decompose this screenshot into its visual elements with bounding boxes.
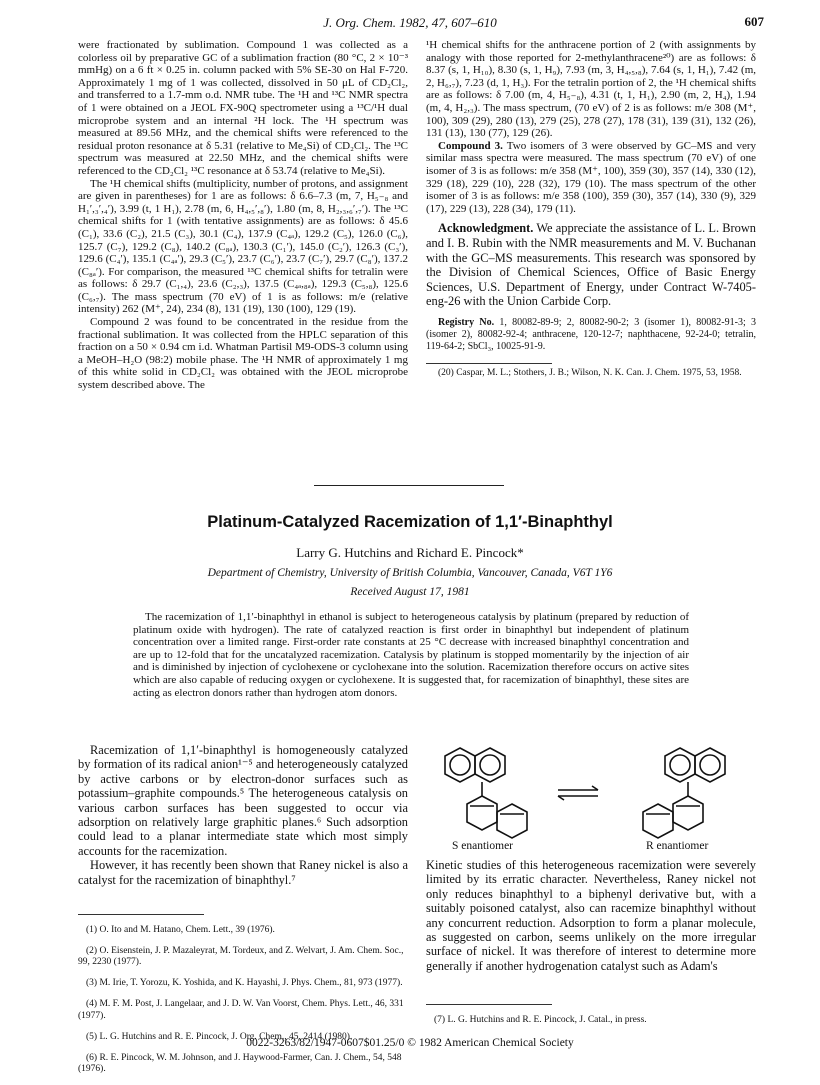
paragraph-text: We appreciate the assistance of L. L. Brown and I. B. Rubin with the NMR measurements and M. V. Buchanan with the GC–MS measurements. This research was sponsored by the Division of Chemical Sciences, Office of Basic Energy Sciences, U.S. Department of Energy, under Contract W-7405-eng-26 with the Union Carbide Corp.	[426, 221, 756, 309]
running-header: J. Org. Chem. 1982, 47, 607–610	[323, 15, 497, 30]
paragraph-text: 1, 80082-89-9; 2, 80082-90-2; 3 (isomer 1), 80082-91-3; 3 (isomer 2), 80082-92-4; anthracene, 120-12-7; naphthacene, 92-24-0; tetralin, 119-64-2; SbCl₃, 10025-91-9.	[426, 316, 756, 352]
right-column-bottom	[426, 858, 756, 973]
paragraph: Kinetic studies of this heterogeneous racemization were severely limited by its erratic character. Nevertheless, Raney nickel not only reduces binaphthyl to a biphenyl derivative but, with a suitably poisoned catalyst, also can racemize binaphthyl without any concurrent reduction. Adsorption to form a planar molecule, as suggested on carbon, seems unlikely on the more irregular surface of nickel. It was therefore of interest to determine more generally if another hydrogenation catalyst such as Adam's	[426, 858, 756, 973]
binaphthyl-structure-figure	[430, 738, 750, 848]
r-enantiomer-label: R enantiomer	[646, 840, 709, 852]
s-enantiomer-label: S enantiomer	[452, 840, 513, 852]
footnote: (6) R. E. Pincock, W. M. Johnson, and J. Haywood-Farmer, Can. J. Chem., 54, 548 (1976).	[78, 1052, 402, 1074]
page-number: 607	[744, 14, 764, 29]
footnote-rule	[426, 1004, 552, 1005]
run-in-heading: Compound 3.	[438, 139, 503, 152]
paragraph-text: Two isomers of 3 were observed by GC–MS and very similar mass spectra were measured. The mass spectrum (70 eV) of one isomer of 3 is as follows: m/e 358 (M⁺, 100), 359 (30), 357 (14), 330 (12), 329 (18), 229 (10), 228 (32), 179 (10). The mass spectrum of the other isomer of 3 is as follows: m/e 358 (100), 359 (30), 357 (14), 330 (9), 329 (17), 229 (13), 228 (34), 179 (11).	[426, 139, 757, 215]
footnotes-right	[426, 1004, 756, 1036]
footnotes-left	[78, 914, 408, 1085]
article-authors: Larry G. Hutchins and Richard E. Pincock*	[296, 545, 524, 560]
received-date: Received August 17, 1981	[350, 586, 470, 598]
paragraph	[426, 140, 756, 216]
footnote-rule	[426, 363, 552, 364]
left-column-bottom	[78, 743, 408, 887]
registry-numbers	[426, 317, 756, 353]
s-lower-naphthalene	[467, 796, 527, 838]
article-separator	[314, 485, 504, 486]
paragraph: However, it has recently been shown that Raney nickel is also a catalyst for the racemization of binaphthyl.⁷	[78, 858, 408, 887]
equilibrium-arrows	[558, 786, 598, 800]
abstract: The racemization of 1,1′-binaphthyl in ethanol is subject to heterogeneous catalysis by platinum (prepared by reduction of platinum oxide with hydrogen). The rate of catalyzed reaction is first order in binaphthyl but independent of platinum concentration over a limited range. First-order rate constants at 25 °C decrease with increased binaphthyl concentration and are up to 12-fold that for the uncatalyzed racemization. Catalysis by platinum is stopped momentarily by the injection of air and is diminished by injection of cyclohexene or cyclohexane into the solution. Racemization therefore occurs on active sites which are also capable of reducing oxygen or cyclohexene. It is suggested that, for racemization of binaphthyl, these sites are acting as electron donors rather than hydrogen atom donors.	[133, 611, 689, 699]
acknowledgment	[426, 221, 756, 309]
footnote: (20) Caspar, M. L.; Stothers, J. B.; Wilson, N. K. Can. J. Chem. 1975, 53, 1958.	[438, 367, 742, 378]
footnote: (7) L. G. Hutchins and R. E. Pincock, J. Catal., in press.	[434, 1014, 647, 1025]
r-upper-naphthalene	[665, 748, 725, 782]
paragraph: ¹H chemical shifts for the anthracene portion of 2 (with assignments by analogy with those reported for 2-methylanthracene²⁰) are as follows: δ 8.37 (s, 1, H₁₀), 8.30 (s, 1, H₉), 7.93 (m, 3, H₄,₅,₈), 7.64 (s, 1, H₁), 7.42 (m, 2, H₆,₇), 7.23 (d, 1, H₃). For the tetralin portion of 2, the ¹H chemical shifts are as follows: δ 7.00 (m, 4, H₅₋₈), 4.31 (t, 1, H₁), 2.90 (m, 2, H₄), 1.94 (m, 4, H₂,₃). The mass spectrum, (70 eV) of 2 is as follows: m/e 308 (M⁺, 100), 309 (29), 280 (13), 279 (25), 278 (27), 178 (31), 139 (31), 132 (26), 131 (13), 130 (77), 129 (26).	[426, 39, 756, 140]
r-lower-naphthalene	[643, 796, 703, 838]
page-footer: 0022-3263/82/1947-0607$01.25/0 © 1982 American Chemical Society	[246, 1037, 574, 1049]
run-in-heading: Registry No.	[438, 316, 495, 328]
run-in-heading: Acknowledgment.	[438, 221, 534, 236]
paragraph: were fractionated by sublimation. Compound 1 was collected as a colorless oil by preparative GC of a sublimation fraction (80 °C, 2 × 10⁻³ mmHg) on a 6 ft × 0.25 in. column packed with 5% SE-30 on Hal F-720. Approximately 1 mg of 1 was collected, dissolved in 50 μL of CD₂Cl₂, and transferred to a 1.7-mm o.d. NMR tube. The ¹H and ¹³C NMR spectra of 1 were obtained on a JEOL FX-90Q spectrometer using a ¹³C/¹H dual microprobe system and an internal ²H lock. The ¹H spectrum was measured at 89.56 MHz, and the chemical shifts were referenced to the residual proton resonance at δ 5.31 (relative to Me₄Si) of CD₂Cl₂. The ¹³C spectrum was measured at 22.50 MHz, and the chemical shifts were referenced to the CD₂Cl₂ ¹³C resonance at δ 53.74 (relative to Me₄Si).	[78, 39, 408, 177]
article-affiliation: Department of Chemistry, University of British Columbia, Vancouver, Canada, V6T 1Y6	[207, 567, 613, 579]
s-upper-naphthalene	[445, 748, 505, 782]
footnote: (4) M. F. M. Post, J. Langelaar, and J. D. W. Van Voorst, Chem. Phys. Lett., 46, 331 (1977).	[78, 999, 404, 1021]
paragraph: Racemization of 1,1′-binaphthyl is homogeneously catalyzed by formation of its radical anion¹⁻⁵ and heterogeneously catalyzed by active carbons or by electron-donor surfaces such as potassium–graphite compounds.⁵ The heterogeneous catalysis on various carbon surfaces has been suggested to occur via adsorption on relatively large graphitic planes.⁶ Such adsorption could lead to a planar intermediate state which most simply accounts for the racemization.	[78, 743, 408, 858]
article-title: Platinum-Catalyzed Racemization of 1,1′-Binaphthyl	[207, 513, 613, 531]
paragraph: The ¹H chemical shifts (multiplicity, number of protons, and assignment are given in parentheses) for 1 are as follows: δ 6.6–7.3 (m, 7, H₅₋₈ and H₁′,₃′,₄′), 3.99 (t, 1 H₁), 2.78 (m, 6, H₄,₅′,₈′), 1.80 (m, 8, H₂,₃,₆′,₇′). The ¹³C chemical shifts for 1 (with tentative assignments) are as follows: δ 45.6 (C₁), 33.6 (C₂), 21.5 (C₃), 30.1 (C₄), 137.9 (C₄ₐ), 129.2 (C₅), 126.0 (C₆), 125.7 (C₇), 129.2 (C₈), 140.2 (C₈ₐ), 130.3 (C₁′), 145.0 (C₂′), 126.3 (C₃′), 129.6 (C₄′), 135.1 (C₄ₐ′), 29.3 (C₅′), 23.7 (C₆′), 23.7 (C₇′), 29.7 (C₈′), 137.2 (C₈ₐ′). For comparison, the measured ¹³C chemical shifts for tetralin were as follows: δ 29.7 (C₁,₄), 23.6 (C₂,₃), 137.5 (C₄ₐ,₈ₐ), 129.3 (C₅,₈), 125.6 (C₆,₇). The mass spectrum (70 eV) of 1 is as follows: m/e (relative intensity) 262 (M⁺, 24), 234 (8), 131 (19), 130 (100), 129 (19).	[78, 177, 408, 316]
left-column-top	[78, 39, 408, 392]
footnote: (3) M. Irie, T. Yorozu, K. Yoshida, and K. Hayashi, J. Phys. Chem., 81, 973 (1977).	[86, 978, 403, 988]
footnote: (5) L. G. Hutchins and R. E. Pincock, J. Org. Chem., 45, 2414 (1980).	[86, 1031, 353, 1042]
footnote: (1) O. Ito and M. Hatano, Chem. Lett., 39 (1976).	[86, 924, 275, 935]
paragraph: Compound 2 was found to be concentrated in the residue from the fractional sublimation. It was collected from the HPLC separation of this fraction on a 50 × 0.94 cm i.d. Whatman Partisil M9-ODS-3 column using a MeOH–H₂O (98:2) mobile phase. The ¹H NMR of approximately 1 mg of this white solid in CD₂Cl₂ was obtained with the JEOL microprobe system described above. The	[78, 316, 408, 392]
right-column-top	[426, 39, 756, 379]
footnote: (2) O. Eisenstein, J. P. Mazaleyrat, M. Tordeux, and Z. Welvart, J. Am. Chem. Soc., 99, 2230 (1977).	[78, 945, 404, 967]
footnote-rule	[78, 914, 204, 915]
